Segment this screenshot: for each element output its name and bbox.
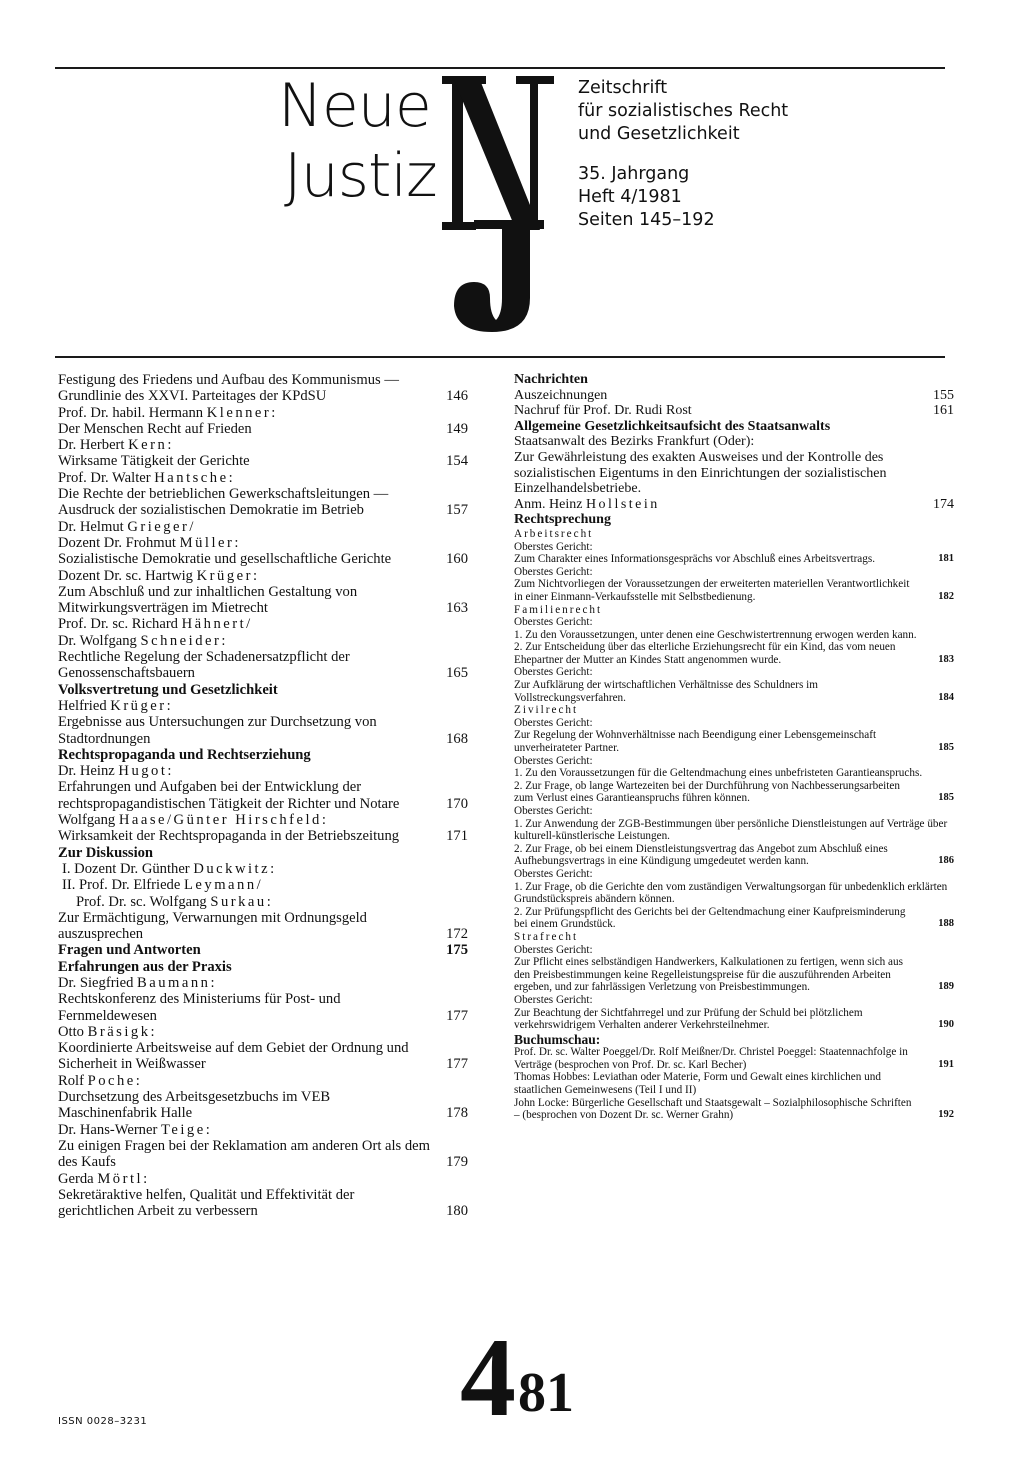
- toc-text: 1. Zur Anwendung der ZGB-Bestimmungen über persönliche Dienstleistungen auf Verträge über kulturell-künstlerische Leistungen.: [514, 817, 948, 843]
- toc-entry-title: Koordinierte Arbeitsweise auf dem Gebiet der Ordnung und Sicherheit in Weißwasser: [58, 1040, 409, 1073]
- toc-entry: [58, 714, 468, 747]
- toc-author: [58, 763, 468, 779]
- toc-page-number: 161: [933, 403, 954, 419]
- toc-author: [58, 568, 468, 584]
- toc-entry: [58, 1089, 468, 1122]
- toc-author-suffix: :: [143, 1170, 148, 1187]
- toc-author-name: Baumann: [137, 974, 211, 991]
- toc-page-number: 165: [446, 665, 468, 682]
- toc-author-prefix: Dr. Wolfgang: [58, 632, 137, 649]
- toc-entry: [58, 584, 468, 617]
- volume-label: 35. Jahrgang: [578, 164, 690, 184]
- toc-author: [58, 633, 468, 649]
- toc-author-suffix: :: [221, 632, 226, 649]
- toc-author-suffix: :: [271, 404, 276, 421]
- toc-page-number: 186: [938, 855, 954, 867]
- toc-author: [58, 1073, 468, 1089]
- masthead-title-line1: Neue: [278, 71, 431, 141]
- toc-page-number: 189: [938, 981, 954, 993]
- toc-author: [58, 861, 468, 877]
- toc-author-name: Surkau: [210, 893, 267, 910]
- toc-page-number: 157: [446, 502, 468, 519]
- toc-page-number: 154: [446, 453, 468, 470]
- toc-entry-title: Zur Beachtung der Sichtfahrregel und zur Prüfung der Schuld bei plötzlichem verkehrswidrigem Verhalten anderer Verkehrsteilnehmer.: [514, 1006, 863, 1032]
- toc-entry: [58, 991, 468, 1024]
- toc-author: [58, 470, 468, 486]
- toc-author-prefix: Dr. Hans-Werner: [58, 1121, 158, 1138]
- toc-author-prefix: Wolfgang: [58, 812, 116, 829]
- toc-author: [58, 437, 468, 453]
- toc-entry-title: Zur Aufklärung der wirtschaftlichen Verhältnisse des Schuldners im Vollstreckungsverfahren.: [514, 679, 818, 704]
- toc-page-number: 160: [446, 551, 468, 568]
- subtitle-line-2: für sozialistisches Recht: [578, 101, 789, 121]
- toc-author: [58, 698, 468, 714]
- toc-author-prefix: Gerda: [58, 1170, 94, 1187]
- toc-author-name: Teige: [160, 1121, 206, 1138]
- toc-entry-title: Rechtliche Regelung der Schadenersatzpflicht der Genossenschaftsbauern: [58, 649, 350, 682]
- toc-page-number: 181: [938, 553, 954, 565]
- toc-entry: [514, 1007, 954, 1032]
- toc-author: [58, 1171, 468, 1187]
- toc-author-name: Duckwitz: [193, 860, 271, 877]
- toc-author: [58, 812, 468, 828]
- toc-entry-title: Auszeichnungen: [514, 387, 608, 403]
- toc-author-name: Bräsigk: [87, 1023, 151, 1040]
- toc-text: Oberstes Gericht:: [514, 805, 593, 817]
- toc-page-number: 185: [938, 792, 954, 804]
- toc-entry: [514, 780, 954, 805]
- toc-right-jurisprudence: [514, 528, 954, 1032]
- toc-entry: [58, 779, 468, 812]
- toc-text: Zur Gewährleistung des exakten Ausweises und der Kontrolle des sozialistischen Eigentums in den Einrichtungen der sozialistischen Einzelhandelsbetriebe.: [514, 449, 887, 497]
- toc-page-number: 191: [938, 1058, 954, 1070]
- toc-entry-title: Wirksame Tätigkeit der Gerichte: [58, 453, 250, 470]
- toc-page-number: 171: [446, 828, 468, 845]
- toc-entry: [58, 1138, 468, 1171]
- toc-page-number: 177: [446, 1056, 468, 1073]
- toc-text: Staatsanwalt des Bezirks Frankfurt (Oder):: [514, 434, 755, 450]
- toc-text: Oberstes Gericht:: [514, 867, 593, 880]
- toc-author-prefix: Dozent Dr. Frohmut: [58, 534, 176, 551]
- toc-text: Oberstes Gericht:: [514, 754, 593, 767]
- toc-section-heading: Nachrichten: [514, 372, 588, 387]
- toc-author-prefix: II. Prof. Dr. Elfriede: [62, 877, 181, 894]
- toc-entry-title: Zu einigen Fragen bei der Reklamation am anderen Ort als dem des Kaufs: [58, 1137, 431, 1171]
- toc-section-heading: Erfahrungen aus der Praxis: [58, 958, 232, 975]
- pages-label: Seiten 145–192: [578, 210, 715, 230]
- toc-section-heading: Buchumschau:: [514, 1031, 601, 1047]
- toc-right-top: [514, 372, 954, 528]
- subtitle-line-3: und Gesetzlichkeit: [578, 124, 740, 144]
- toc-author-name: Grieger: [127, 518, 190, 535]
- toc-entry: [514, 679, 954, 704]
- toc-author: [58, 877, 468, 893]
- toc-left-column: [58, 372, 468, 1219]
- toc-subsection-heading: Zivilrecht: [514, 704, 579, 717]
- toc-author-suffix: :: [252, 567, 258, 584]
- toc-text: Oberstes Gericht:: [514, 666, 593, 679]
- toc-entry: [514, 578, 954, 603]
- toc-subsection-heading: Strafrecht: [514, 930, 579, 943]
- toc-author-prefix: Prof. Dr. sc. Wolfgang: [76, 893, 207, 910]
- toc-entry: [514, 843, 954, 868]
- toc-section-heading: Rechtspropaganda und Rechtserziehung: [58, 746, 311, 763]
- toc-author: [58, 616, 468, 632]
- masthead-title-line2: Justiz: [284, 141, 437, 211]
- toc-entry: [58, 453, 468, 469]
- toc-entry-title: Der Menschen Recht auf Frieden: [58, 420, 252, 437]
- toc-text: Oberstes Gericht:: [514, 716, 593, 729]
- toc-author-prefix: Helfried: [58, 697, 107, 714]
- toc-author-prefix: Dozent Dr. sc. Hartwig: [58, 567, 193, 584]
- toc-entry: [58, 486, 468, 519]
- toc-entry: [514, 1071, 954, 1096]
- toc-entry-title: Erfahrungen und Aufgaben bei der Entwicklung der rechtspropagandistischen Tätigkeit der Richter und Notare: [58, 779, 400, 812]
- toc-entry-title: Wirksamkeit der Rechtspropaganda in der Betriebszeitung: [58, 828, 400, 845]
- toc-text: Oberstes Gericht:: [514, 616, 593, 629]
- toc-entry-title: Sozialistische Demokratie und gesellschaftliche Gerichte: [58, 551, 392, 568]
- toc-author-name: Hantsche: [154, 469, 229, 486]
- toc-author-suffix: :: [234, 534, 239, 551]
- toc-text: Oberstes Gericht:: [514, 993, 593, 1006]
- toc-entry: [58, 942, 468, 958]
- toc-entry: [58, 421, 468, 437]
- toc-author-name: Krüger: [196, 567, 253, 584]
- toc-entry-title: Fragen und Antworten: [58, 942, 201, 959]
- toc-author-suffix: /: [256, 877, 261, 894]
- issn-number: ISSN 0028–3231: [58, 1416, 148, 1427]
- toc-author-prefix: I. Dozent Dr. Günther: [62, 860, 190, 877]
- toc-author: [58, 975, 468, 991]
- toc-section-heading: Rechtsprechung: [514, 512, 611, 528]
- toc-entry-title: Prof. Dr. sc. Walter Poeggel/Dr. Rolf Meißner/Dr. Christel Poeggel: Staatennachfolge in Verträge (besprochen von Prof. Dr. sc. Karl Becher): [514, 1046, 908, 1071]
- toc-author-suffix: :: [266, 893, 271, 910]
- toc-author-name: Klenner: [206, 404, 272, 421]
- toc-entry-title: 2. Zur Prüfungspflicht des Gerichts bei der Geltendmachung einer Kaufpreisminderung bei einem Grundstück.: [514, 905, 906, 931]
- toc-page-number: 146: [446, 388, 468, 405]
- toc-author-name: Mörtl: [97, 1170, 144, 1187]
- toc-author-name: Leymann: [184, 877, 257, 894]
- toc-page-number: 149: [446, 420, 468, 437]
- toc-author-prefix: Prof. Dr. sc. Richard: [58, 616, 178, 633]
- toc-author-prefix: Anm. Heinz: [514, 496, 583, 512]
- issue-mark-number: 4: [460, 1316, 516, 1440]
- toc-entry-title: John Locke: Bürgerliche Gesellschaft und Staatsgewalt – Sozialphilosophische Schriften – (besprochen von Dozent Dr. sc. Werner Grahn): [514, 1096, 912, 1122]
- toc-author-suffix: :: [166, 697, 171, 714]
- subtitle-line-1: Zeitschrift: [578, 78, 668, 98]
- toc-page-number: 184: [938, 691, 954, 703]
- toc-entry-title: Durchsetzung des Arbeitsgesetzbuchs im VEB Maschinenfabrik Halle: [58, 1089, 331, 1122]
- issue-mark-year: 81: [518, 1362, 574, 1424]
- toc-entry-title: Festigung des Friedens und Aufbau des Kommunismus — Grundlinie des XXVI. Parteitages der KPdSU: [58, 372, 399, 405]
- toc-author-name: Schneider: [140, 632, 222, 649]
- toc-author-suffix: :: [228, 469, 233, 486]
- toc-author: [58, 894, 468, 910]
- toc-page-number: 179: [446, 1154, 468, 1171]
- toc-entry-title: Zur Ermächtigung, Verwarnungen mit Ordnungsgeld auszusprechen: [58, 909, 367, 943]
- toc-entry: [514, 403, 954, 419]
- toc-entry-title: Die Rechte der betrieblichen Gewerkschaftsleitungen — Ausdruck der sozialistischen Demokratie im Betrieb: [58, 486, 389, 519]
- toc-entry-title: Zum Charakter eines Informationsgesprächs vor Abschluß eines Arbeitsvertrags.: [514, 553, 876, 566]
- toc-page-number: 182: [938, 590, 954, 602]
- issue-mark: [460, 1316, 574, 1440]
- toc-entry: [514, 906, 954, 931]
- toc-page-number: 172: [446, 926, 468, 943]
- toc-page-number: 188: [938, 918, 954, 930]
- toc-entry: [514, 729, 954, 754]
- toc-author-name: Haase/Günter Hirschfeld: [118, 812, 322, 829]
- toc-author: [58, 405, 468, 421]
- toc-text: 1. Zur Frage, ob die Gerichte den vom zuständigen Verwaltungsorgan für unbedenklich erklärten Grundstückspreis abändern können.: [514, 880, 948, 906]
- toc-page-number: 174: [933, 496, 954, 512]
- toc-author-suffix: /: [189, 518, 194, 535]
- toc-entry: [58, 372, 468, 405]
- toc-entry-title: Thomas Hobbes: Leviathan oder Materie, Form und Gewalt eines kirchlichen und staatlichen Gemeinwesens (Teil I und II): [514, 1071, 881, 1097]
- toc-entry-title: Zur Regelung der Wohnverhältnisse nach Beendigung einer Lebensgemeinschaft unverheirateter Partner.: [514, 729, 877, 755]
- toc-author-suffix: :: [135, 1072, 140, 1089]
- nj-logo: [430, 70, 560, 340]
- toc-section-heading: Volksvertretung und Gesetzlichkeit: [58, 681, 278, 698]
- toc-entry-title: Ergebnisse aus Untersuchungen zur Durchsetzung von Stadtordnungen: [58, 714, 377, 747]
- toc-author-name: Hollstein: [585, 496, 660, 512]
- toc-entry: [514, 497, 954, 513]
- toc-right-books: [514, 1031, 954, 1122]
- toc-page-number: 155: [933, 387, 954, 403]
- toc-author-suffix: :: [321, 812, 326, 829]
- toc-entry: [514, 1097, 954, 1122]
- toc-author-suffix: :: [270, 860, 275, 877]
- toc-section-heading: Allgemeine Gesetzlichkeitsaufsicht des Staatsanwalts: [514, 418, 831, 434]
- toc-author-prefix: Dr. Heinz: [58, 763, 115, 780]
- toc-entry: [58, 551, 468, 567]
- toc-entry: [514, 553, 954, 566]
- toc-page-number: 178: [446, 1105, 468, 1122]
- toc-text: 1. Zu den Voraussetzungen, unter denen eine Geschwistertrennung erwogen werden kann.: [514, 628, 917, 641]
- toc-entry: [58, 1187, 468, 1220]
- toc-entry-title: Zum Nichtvorliegen der Voraussetzungen der erweiterten materiellen Verantwortlichkeit in einer Einmann-Verkaufsstelle mit Selbstbedienung.: [514, 578, 910, 603]
- toc-entry: [514, 641, 954, 666]
- toc-entry: [514, 388, 954, 404]
- toc-entry-title: Zum Abschluß und zur inhaltlichen Gestaltung von Mitwirkungsverträgen im Mietrecht: [58, 583, 358, 617]
- toc-page-number: 180: [446, 1203, 468, 1220]
- issue-label: Heft 4/1981: [578, 187, 682, 207]
- toc-page-number: 168: [446, 730, 468, 747]
- toc-entry: [58, 649, 468, 682]
- toc-page-number: 175: [446, 942, 468, 959]
- toc-entry: [58, 910, 468, 943]
- toc-author-name: Poche: [87, 1072, 136, 1089]
- toc-subsection-heading: Familienrecht: [514, 603, 603, 616]
- toc-page-number: 163: [446, 600, 468, 617]
- toc-text: Oberstes Gericht:: [514, 943, 593, 956]
- logo-letter-n: [442, 76, 554, 230]
- toc-entry-title: Zur Pflicht eines selbständigen Handwerkers, Kalkulationen zu fertigen, wenn sich aus den Preisbestimmungen keine Regelleistungspreise für die auszuführenden Arbeiten ergeben, und zur fahrlässigen Verletzung von Preisbestimmungen.: [514, 956, 903, 994]
- toc-page-number: 185: [938, 742, 954, 754]
- toc-text: Oberstes Gericht:: [514, 540, 593, 553]
- toc-author-suffix: :: [210, 974, 215, 991]
- toc-entry-title: Sekretäraktive helfen, Qualität und Effektivität der gerichtlichen Arbeit zu verbessern: [58, 1186, 355, 1220]
- toc-author: [58, 1024, 468, 1040]
- toc-entry: [58, 828, 468, 844]
- top-rule: [55, 67, 945, 69]
- toc-author-name: Müller: [179, 534, 235, 551]
- toc-author-suffix: /: [246, 616, 251, 633]
- toc-page-number: 192: [938, 1109, 954, 1121]
- toc-author-prefix: Dr. Helmut: [58, 518, 124, 535]
- toc-author-name: Kern: [128, 437, 168, 454]
- toc-author-name: Hähnert: [181, 616, 247, 633]
- toc-author-prefix: Prof. Dr. Walter: [58, 469, 151, 486]
- toc-entry-title: Nachruf für Prof. Dr. Rudi Rost: [514, 403, 692, 419]
- toc-author-name: Hugot: [118, 763, 168, 780]
- toc-author-prefix: Prof. Dr. habil. Hermann: [58, 404, 204, 421]
- toc-author-prefix: Otto: [58, 1023, 84, 1040]
- toc-text: 1. Zu den Voraussetzungen für die Geltendmachung eines unbefristeten Garantieanspruchs.: [514, 767, 923, 780]
- toc-subsection-heading: Arbeitsrecht: [514, 527, 594, 540]
- toc-author-prefix: Dr. Siegfried: [58, 974, 134, 991]
- toc-author-suffix: :: [150, 1023, 155, 1040]
- toc-entry: [58, 1040, 468, 1073]
- toc-entry-title: 2. Zur Frage, ob bei einem Dienstleistungsvertrag das Angebot zum Abschluß eines Aufhebungsvertrags in eine Kündigung umgedeutet werden kann.: [514, 842, 888, 868]
- toc-page-number: 177: [446, 1007, 468, 1024]
- toc-text: Oberstes Gericht:: [514, 565, 593, 578]
- toc-page-number: 190: [938, 1019, 954, 1031]
- toc-author-prefix: Dr. Herbert: [58, 437, 125, 454]
- toc-entry-title: 2. Zur Entscheidung über das elterliche Erziehungsrecht für ein Kind, das vom neuen Ehepartner der Mutter an Kindes Statt angenommen wurde.: [514, 641, 896, 666]
- toc-entry-title: [514, 497, 916, 513]
- toc-section-heading: Zur Diskussion: [58, 844, 154, 861]
- toc-entry: [514, 956, 954, 994]
- toc-page-number: 170: [446, 795, 468, 812]
- logo-letter-j: [454, 220, 544, 332]
- toc-author-name: Krüger: [110, 697, 167, 714]
- toc-rule: [55, 356, 945, 358]
- toc-author: [58, 519, 468, 535]
- toc-right-column: [514, 372, 954, 1122]
- toc-entry: [514, 1046, 954, 1071]
- toc-author-suffix: :: [167, 763, 172, 780]
- toc-author-suffix: :: [205, 1121, 210, 1138]
- toc-author-prefix: Rolf: [58, 1072, 84, 1089]
- toc-page-number: 183: [938, 653, 954, 665]
- toc-entry-title: Rechtskonferenz des Ministeriums für Post- und Fernmeldewesen: [58, 991, 341, 1024]
- toc-author-suffix: :: [167, 437, 172, 454]
- toc-author: [58, 535, 468, 551]
- toc-author: [58, 1122, 468, 1138]
- toc-entry-title: 2. Zur Frage, ob lange Wartezeiten bei der Durchführung von Nachbesserungsarbeiten zum Verlust eines Garantieanspruchs führen können.: [514, 779, 900, 805]
